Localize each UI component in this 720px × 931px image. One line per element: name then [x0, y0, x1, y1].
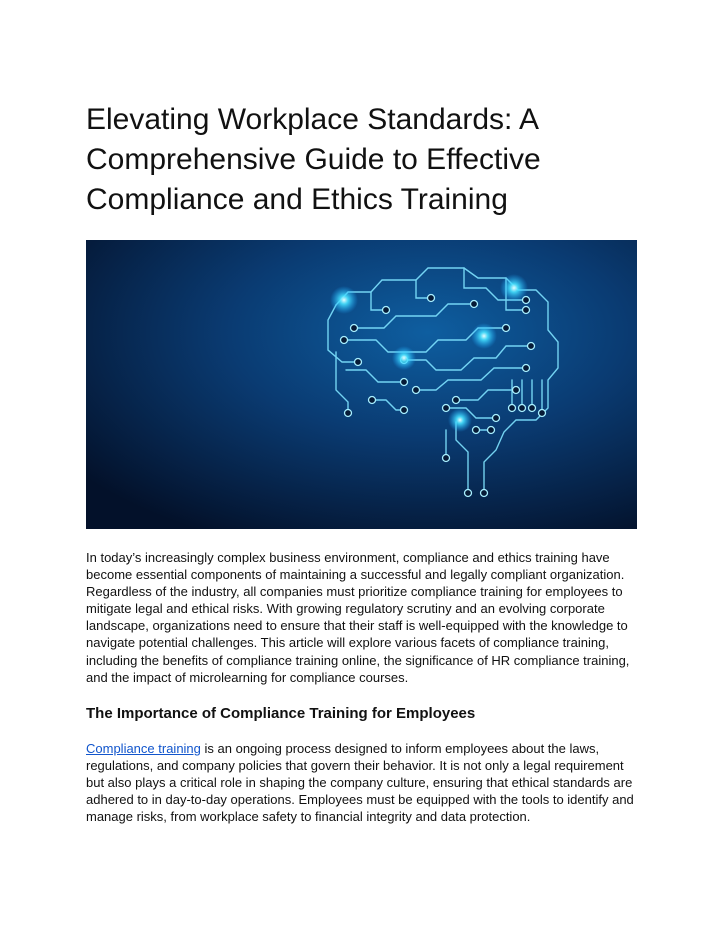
hero-image: [86, 240, 637, 529]
intro-paragraph: In today’s increasingly complex business environment, compliance and ethics training have become essential components of maintaining a successful and legally compliant organization. Regardless of the industry, all companies must prioritize compliance training for employees to mitigate legal and ethical risks. With growing regulatory scrutiny and an evolving corporate landscape, organizations need to ensure that their staff is well-equipped with the knowledge to navigate potential challenges. This article will explore various facets of compliance training, including the benefits of compliance training online, the significance of HR compliance training, and the impact of microlearning for compliance courses.: [86, 550, 630, 685]
circuit-brain-illustration: [86, 240, 637, 529]
article-title: Elevating Workplace Standards: A Comprehensive Guide to Effective Compliance and Ethics Training: [86, 103, 541, 216]
section-paragraph: [86, 740, 638, 825]
section-paragraph-text: is an ongoing process designed to inform employees about the laws, regulations, and company policies that govern their behavior. It is not only a legal requirement but also plays a critical role in shaping the company culture, ensuring that ethical standards are adhered to in day-to-day operations. Employees must be equipped with the tools to identify and manage risks, from workplace safety to financial integrity and data protection.: [86, 741, 634, 825]
section-heading: The Importance of Compliance Training for Employees: [86, 705, 476, 722]
compliance-training-link[interactable]: Compliance training: [86, 741, 201, 756]
hero-background: [86, 240, 637, 529]
